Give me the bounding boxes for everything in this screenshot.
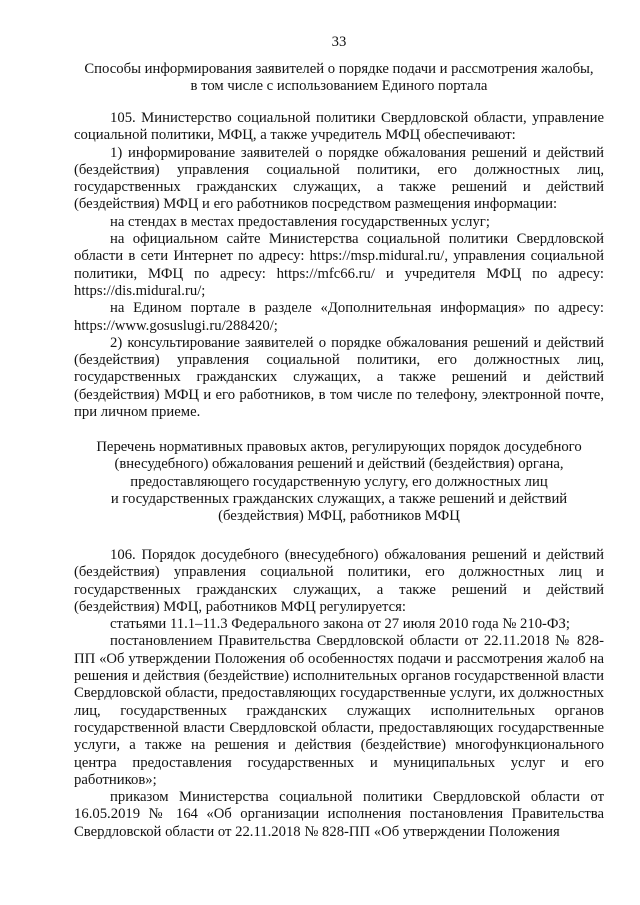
paragraph-single-portal: на Едином портале в разделе «Дополнительная информация» по адресу: https://www.gosuslugi.ru/288420/; [74, 300, 604, 334]
section-body-complaint-information [74, 110, 604, 421]
paragraph-105: 105. Министерство социальной политики Свердловской области, управление социальной политики, МФЦ, а также учредитель МФЦ обеспечивают: [74, 110, 604, 144]
heading-line: предоставляющего государственную услугу, его должностных лиц [130, 473, 548, 490]
paragraph-official-site: на официальном сайте Министерства социальной политики Свердловской области в сети Интернет по адресу: https://msp.midural.ru/, управления социальной политики, МФЦ по адресу: https://mfc66.ru/ и учредителя МФЦ по адресу: https://dis.midural.ru/; [74, 231, 604, 299]
heading-line: Способы информирования заявителей о порядке подачи и рассмотрения жалобы, [84, 61, 594, 77]
heading-line: Перечень нормативных правовых актов, регулирующих порядок досудебного [96, 439, 582, 455]
section-heading-complaint-information [74, 61, 604, 96]
heading-line: (бездействия) МФЦ, работников МФЦ [218, 508, 460, 525]
heading-line: и государственных гражданских служащих, а также решений и действий [110, 490, 568, 507]
paragraph-consulting: 2) консультирование заявителей о порядке обжалования решений и действий (бездействия) управления социальной политики, его должностных лиц, государственных гражданских служащих, а также решений и действий (бездействия) МФЦ и его работников, в том числе по телефону, электронной почте, при личном приеме. [74, 334, 604, 421]
heading-line: в том числе с использованием Единого портала [190, 78, 488, 95]
paragraph-stands: на стендах в местах предоставления государственных услуг; [110, 213, 490, 230]
paragraph-government-resolution: постановлением Правительства Свердловской области от 22.11.2018 № 828-ПП «Об утверждении Положения об особенностях подачи и рассмотрения жалоб на решения и действия (бездействие) исполнительных органов государственной власти Свердловской области, предоставляющих государственные услуги, их должностных лиц, государственных гражданских служащих исполнительных органов государственной власти Свердловской области, предоставляющих государственные услуги, а также на решения и действия (бездействие) многофункционального центра предоставления государственных и муниципальных услуг и его работников»; [74, 633, 604, 788]
paragraph-federal-law: статьями 11.1–11.3 Федерального закона от 27 июля 2010 года № 210-ФЗ; [110, 616, 570, 633]
page-number: 33 [331, 34, 347, 50]
heading-line: (внесудебного) обжалования решений и действий (бездействия) органа, [114, 456, 564, 473]
paragraph-ministry-order: приказом Министерства социальной политики Свердловской области от 16.05.2019 № 164 «Об организации исполнения постановления Правительства Свердловской области от 22.11.2018 № 828-ПП «Об утверждении Положения [74, 789, 604, 840]
section-body-legal-acts [74, 547, 604, 841]
paragraph-informing: 1) информирование заявителей о порядке обжалования решений и действий (бездействия) управления социальной политики, его должностных лиц, государственных гражданских служащих, а также решений и действий (бездействия) МФЦ и его работников посредством размещения информации: [74, 144, 604, 213]
paragraph-106: 106. Порядок досудебного (внесудебного) обжалования решений и действий (бездействия) управления социальной политики, его должностных лиц и государственных гражданских служащих, а также решений и действий (бездействия) МФЦ, работников МФЦ регулируется: [74, 547, 604, 615]
section-heading-legal-acts [74, 439, 604, 525]
